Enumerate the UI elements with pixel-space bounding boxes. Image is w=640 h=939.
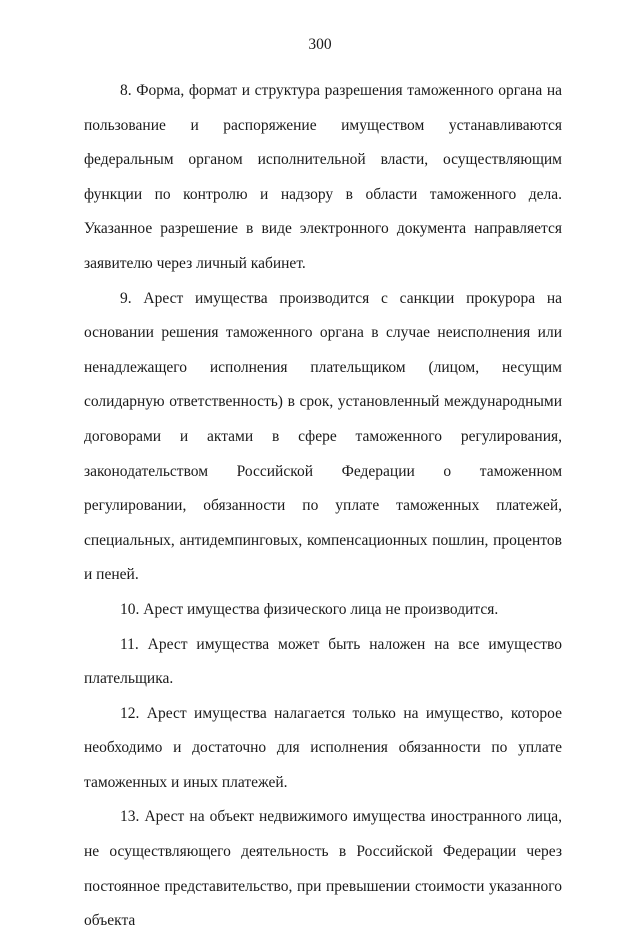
- paragraph-12: 12. Арест имущества налагается только на имущество, которое необходимо и достаточно для исполнения обязанности по уплате таможенных и иных платежей.: [84, 704, 562, 791]
- paragraph-9: 9. Арест имущества производится с санкции прокурора на основании решения таможенного органа в случае неисполнения или ненадлежащего исполнения плательщиком (лицом, несущим солидарную ответственность) в срок, установленный международными договорами и актами в сфере таможенного регулирования, законодательством Российской Федерации о таможенном регулировании, обязанности по уплате таможенных платежей, специальных, антидемпинговых, компенсационных пошлин, процентов и пеней.: [84, 289, 562, 584]
- paragraph-11: 11. Арест имущества может быть наложен на все имущество плательщика.: [84, 635, 562, 688]
- paragraph-8: 8. Форма, формат и структура разрешения таможенного органа на пользование и распоряжение имуществом устанавливаются федеральным органом исполнительной власти, осуществляющим функции по контролю и надзору в области таможенного дела. Указанное разрешение в виде электронного документа направляется заявителю через личный кабинет.: [84, 82, 562, 272]
- page-number: 300: [308, 36, 332, 53]
- paragraph-13: 13. Арест на объект недвижимого имущества иностранного лица, не осуществляющего деятельность в Российской Федерации через постоянное представительство, при превышении стоимости указанного объекта: [84, 808, 562, 930]
- paragraph-10: 10. Арест имущества физического лица не производится.: [120, 600, 499, 618]
- document-body: [84, 74, 562, 939]
